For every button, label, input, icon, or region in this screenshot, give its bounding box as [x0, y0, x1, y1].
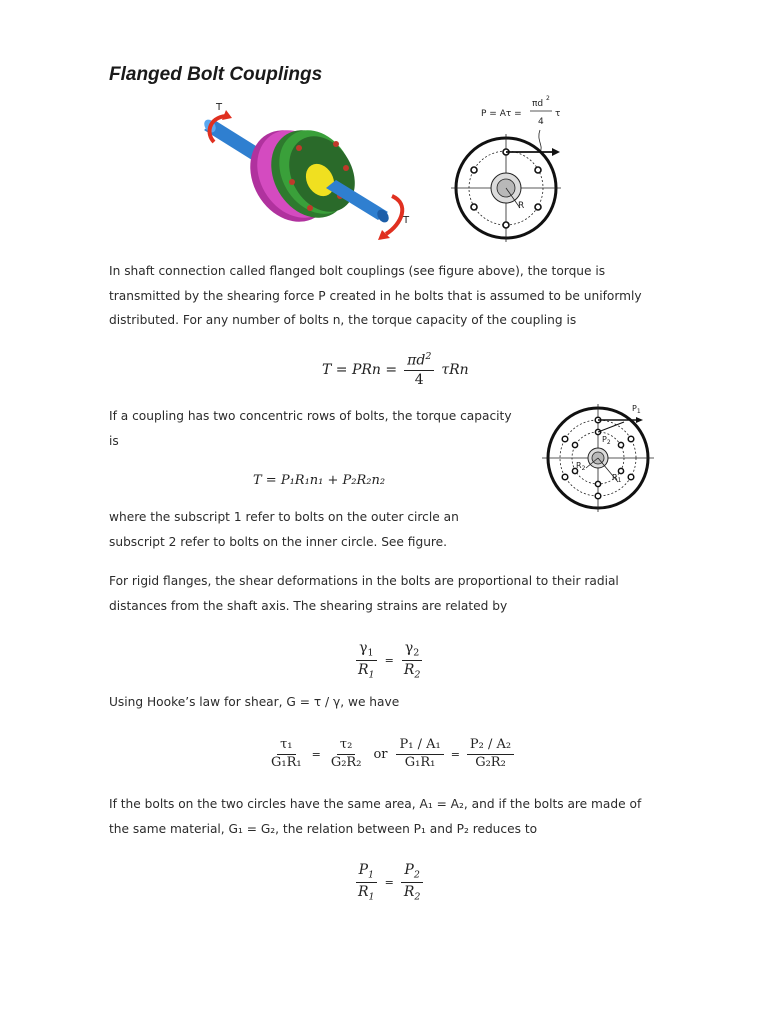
eq-fraction [401, 862, 424, 904]
eq-equals: = [311, 747, 321, 761]
eq-fraction [404, 352, 434, 388]
radius-label: R [518, 201, 525, 211]
eq-numerator: P₁ / A₁ [396, 738, 443, 755]
eq-subscript: 1 [367, 869, 375, 881]
eq-numerator: γ [404, 640, 414, 656]
label-r2: $R_2$ [576, 461, 586, 472]
text-line: where the subscript 1 refer to bolts on the outer circle an [109, 510, 459, 524]
text-line: Using Hooke’s law for shear, G = τ / γ, we have [109, 695, 400, 709]
eq-fraction [401, 640, 424, 682]
force-formula-tau: τ [555, 109, 561, 119]
eq-numerator: P [404, 862, 414, 878]
equation-torque-capacity [322, 352, 469, 388]
eq-denominator: R [403, 662, 415, 679]
eq-subscript: 1 [368, 891, 375, 903]
eq-equals: = [384, 876, 394, 890]
eq-rhs: τRn [441, 361, 469, 378]
text-line: For rigid flanges, the shear deformations in the bolts are proportional to their radial [109, 574, 619, 588]
force-formula-exp: 2 [546, 95, 550, 102]
text-line: In shaft connection called flanged bolt couplings (see figure above), the torque is [109, 264, 606, 278]
force-formula-den: 4 [538, 117, 544, 127]
force-formula-lhs: P = Aτ = [481, 109, 522, 119]
eq-equals: = [450, 747, 460, 761]
eq-denominator: G₁R₁ [404, 754, 436, 770]
torque-arrow-right-icon [386, 196, 402, 234]
paragraph-intro [109, 259, 642, 333]
eq-subscript: 2 [414, 891, 421, 903]
eq-exponent: 2 [425, 351, 432, 362]
eq-fraction [328, 738, 365, 771]
eq-fraction [396, 738, 443, 771]
text-line: If a coupling has two concentric rows of bolts, the torque capacity [109, 409, 512, 423]
page-title: Flanged Bolt Couplings [109, 64, 323, 85]
eq-subscript: 1 [367, 647, 374, 659]
equation-strain-ratio [352, 640, 426, 682]
paragraph-subscripts [109, 505, 459, 554]
eq-denominator: G₂R₂ [475, 754, 506, 770]
eq-numerator: P [358, 862, 368, 878]
paragraph-two-rows [109, 404, 512, 453]
coupling-illustration [196, 96, 418, 244]
eq-or: or [373, 746, 388, 762]
eq-denominator: G₁R₁ [271, 754, 302, 770]
eq-subscript: 2 [413, 647, 420, 659]
eq-fraction [467, 738, 514, 771]
eq-fraction [268, 738, 305, 771]
eq-numerator: πd [407, 352, 426, 369]
eq-denominator: R [358, 884, 369, 901]
eq-numerator: τ₂ [337, 738, 355, 755]
eq-numerator: P₂ / A₂ [467, 738, 514, 755]
eq-numerator: γ [359, 640, 368, 656]
eq-denominator: G₂R₂ [330, 754, 362, 770]
eq-subscript: 2 [413, 869, 420, 881]
eq-denominator: R [358, 662, 369, 679]
label-r1: $R_1$ [612, 473, 622, 484]
eq-denominator: R [403, 884, 415, 901]
equation-force-ratio [352, 862, 426, 904]
eq-subscript: 1 [368, 669, 375, 681]
text-line: is [109, 433, 119, 448]
two-row-bolt-diagram [540, 398, 658, 514]
torque-label-bottom: T [403, 215, 410, 226]
equation-shear-relation [265, 738, 517, 771]
text-line: If the bolts on the two circles have the same area, A₁ = A₂, and if the bolts are made of [109, 797, 642, 811]
text-line: distances from the shaft axis. The shearing strains are related by [109, 598, 508, 613]
force-formula-num: πd [532, 99, 544, 109]
text-line: the same material, G₁ = G₂, the relation between P₁ and P₂ reduces to [109, 821, 538, 836]
eq-fraction [355, 640, 378, 682]
paragraph-hookes-law [109, 690, 399, 715]
text-line: distributed. For any number of bolts n, the torque capacity of the coupling is [109, 313, 577, 327]
eq-numerator: τ₁ [277, 738, 295, 755]
eq-fraction [355, 862, 378, 904]
text-line: transmitted by the shearing force P created in he bolts that is assumed to be uniformly [109, 288, 642, 303]
text-line: subscript 2 refer to bolts on the inner circle. See figure. [109, 534, 448, 549]
flange-section-diagram [448, 90, 578, 250]
eq-lhs: T = PRn = [322, 361, 398, 378]
torque-label-top: T [216, 102, 223, 113]
paragraph-rigid-flanges [109, 569, 619, 618]
label-p1: $P_1$ [632, 404, 641, 415]
paragraph-same-area [109, 792, 641, 841]
eq-denominator: 4 [414, 371, 424, 388]
force-p2-arrow-icon [598, 422, 624, 432]
equation-two-row-torque: T = P₁R₁n₁ + P₂R₂n₂ [253, 473, 386, 488]
eq-subscript: 2 [414, 669, 421, 681]
eq-equals: = [384, 654, 394, 668]
label-p2: $P_2$ [602, 435, 611, 446]
